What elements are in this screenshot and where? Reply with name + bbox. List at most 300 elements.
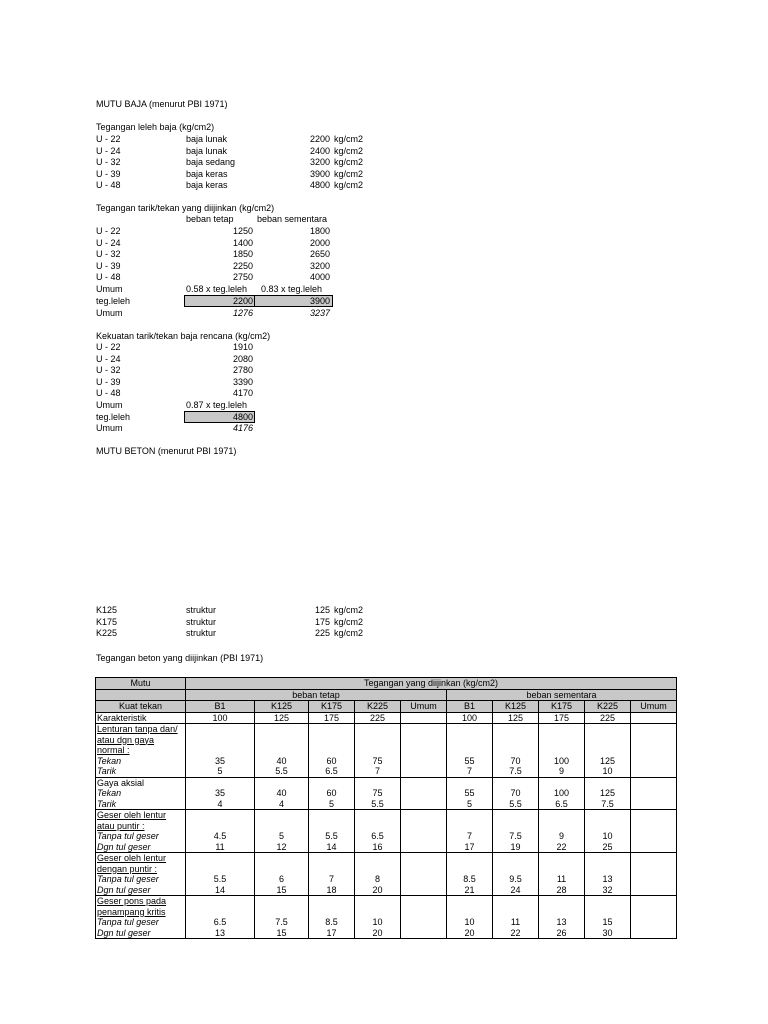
cell-value (585, 896, 631, 907)
rencana-nilai: 4170 (232, 388, 253, 398)
rencana-hasil-label: Umum (96, 423, 123, 433)
cell-value (355, 853, 401, 864)
cell-value (585, 810, 631, 821)
cell-value: 8.5 (309, 917, 355, 928)
cell-value (255, 853, 309, 864)
cell-value (493, 810, 539, 821)
kelas-nilai: 225 (314, 628, 330, 638)
cell-value (309, 745, 355, 756)
cell-value: 7 (447, 831, 493, 842)
cell-value: 70 (493, 788, 539, 799)
cell-value: 13 (585, 874, 631, 885)
cell-value (186, 853, 255, 864)
leleh-jenis: baja lunak (186, 134, 228, 144)
baja-title: MUTU BAJA (menurut PBI 1971) (96, 99, 228, 109)
cell-value (631, 864, 677, 875)
cell-value (401, 766, 447, 777)
header-col: B1 (447, 701, 493, 713)
cell-value (255, 735, 309, 746)
leleh-unit: kg/cm2 (334, 134, 364, 144)
cell-value (309, 896, 355, 907)
group-title: atau puntir : (96, 821, 186, 832)
cell-value: 4 (255, 799, 309, 810)
cell-value (539, 777, 585, 788)
leleh-nilai: 2200 (309, 134, 330, 144)
cell-value: 32 (585, 885, 631, 896)
izin-hasil-sementara: 3237 (309, 308, 330, 318)
cell-value (539, 735, 585, 746)
cell-value (309, 735, 355, 746)
cell-value (186, 777, 255, 788)
izin-hasil-tetap: 1276 (232, 308, 253, 318)
header-col: K125 (255, 701, 309, 713)
cell-value (539, 853, 585, 864)
header-beban-sementara: beban sementara (447, 689, 677, 701)
cell-value (493, 724, 539, 735)
rencana-nilai: 2780 (232, 365, 253, 375)
cell-value (255, 777, 309, 788)
izin-sementara: 4000 (309, 272, 330, 282)
cell-value (631, 907, 677, 918)
cell-value: 100 (186, 712, 255, 724)
rencana-umum-label: Umum (96, 400, 123, 410)
cell-value (631, 724, 677, 735)
cell-value (447, 821, 493, 832)
cell-value (355, 745, 401, 756)
rencana-mutu: U - 24 (96, 353, 121, 364)
izin-col-tetap: beban tetap (186, 214, 234, 224)
cell-value (355, 735, 401, 746)
group-title: Gaya aksial (96, 777, 186, 788)
cell-value (186, 810, 255, 821)
cell-value: 10 (447, 917, 493, 928)
header-col: K225 (355, 701, 401, 713)
cell-value: 10 (585, 766, 631, 777)
cell-value (186, 745, 255, 756)
leleh-unit: kg/cm2 (334, 180, 364, 190)
cell-value: 40 (255, 756, 309, 767)
cell-value (401, 853, 447, 864)
cell-value: 125 (585, 756, 631, 767)
cell-value: 11 (186, 842, 255, 853)
izin-tetap: 1400 (232, 237, 253, 248)
cell-value (255, 724, 309, 735)
cell-value (401, 896, 447, 907)
cell-value: 5.5 (355, 799, 401, 810)
cell-value: 125 (255, 712, 309, 724)
cell-value (539, 896, 585, 907)
cell-value (447, 896, 493, 907)
row-label: Tanpa tul geser (96, 917, 186, 928)
izin-sementara: 3200 (309, 260, 330, 271)
izin-hasil-label: Umum (96, 308, 123, 318)
leleh-mutu: U - 32 (96, 157, 121, 167)
cell-value (401, 756, 447, 767)
kelas-nilai: 125 (314, 605, 330, 615)
cell-value: 6.5 (539, 799, 585, 810)
cell-value: 40 (255, 788, 309, 799)
leleh-heading: Tegangan leleh baja (kg/cm2) (96, 122, 215, 132)
cell-value (585, 777, 631, 788)
cell-value: 20 (447, 928, 493, 939)
cell-value (186, 735, 255, 746)
cell-value (631, 745, 677, 756)
cell-value (447, 777, 493, 788)
cell-value: 18 (309, 885, 355, 896)
cell-value (355, 821, 401, 832)
cell-value: 9 (539, 766, 585, 777)
header-col: Umum (401, 701, 447, 713)
cell-value: 19 (493, 842, 539, 853)
cell-value: 6.5 (355, 831, 401, 842)
cell-value: 25 (585, 842, 631, 853)
cell-value (585, 864, 631, 875)
cell-value (401, 874, 447, 885)
cell-value: 26 (539, 928, 585, 939)
cell-value (255, 810, 309, 821)
cell-value (186, 864, 255, 875)
kelas-jenis: struktur (186, 616, 217, 627)
cell-value (401, 864, 447, 875)
cell-value (493, 745, 539, 756)
cell-value: 55 (447, 788, 493, 799)
cell-value (493, 735, 539, 746)
cell-value (585, 907, 631, 918)
cell-value (447, 853, 493, 864)
cell-value (585, 821, 631, 832)
rencana-tegleleh-nilai: 4800 (232, 412, 253, 422)
cell-value (255, 745, 309, 756)
group-title: Geser pons pada (96, 896, 186, 907)
cell-value: 15 (255, 928, 309, 939)
cell-value (401, 799, 447, 810)
cell-value: 8 (355, 874, 401, 885)
header-col: K175 (539, 701, 585, 713)
cell-value (401, 810, 447, 821)
cell-value (631, 874, 677, 885)
cell-value (255, 896, 309, 907)
izin-mutu: U - 32 (96, 249, 121, 259)
cell-value (401, 821, 447, 832)
cell-value (401, 788, 447, 799)
cell-value (631, 712, 677, 724)
cell-value (447, 810, 493, 821)
cell-value: 20 (355, 928, 401, 939)
kelas-nilai: 175 (314, 616, 330, 627)
cell-value (255, 864, 309, 875)
cell-value: 60 (309, 788, 355, 799)
row-label: Tarik (96, 799, 186, 810)
leleh-unit: kg/cm2 (334, 168, 364, 179)
cell-value: 35 (186, 788, 255, 799)
cell-value: 5.5 (493, 799, 539, 810)
cell-value (493, 777, 539, 788)
cell-value (401, 928, 447, 939)
cell-value (309, 853, 355, 864)
row-label: Tarik (96, 766, 186, 777)
kelas-mutu: K225 (96, 628, 118, 638)
cell-value (631, 735, 677, 746)
cell-value (447, 864, 493, 875)
cell-value: 6 (255, 874, 309, 885)
rencana-mutu: U - 22 (96, 342, 121, 352)
cell-value (309, 777, 355, 788)
header-col: K225 (585, 701, 631, 713)
cell-value (401, 885, 447, 896)
cell-value (186, 907, 255, 918)
cell-value (539, 864, 585, 875)
cell-value (631, 842, 677, 853)
cell-value: 4.5 (186, 831, 255, 842)
cell-value: 11 (493, 917, 539, 928)
rencana-nilai: 1910 (232, 342, 253, 352)
rencana-heading: Kekuatan tarik/tekan baja rencana (kg/cm2) (96, 331, 271, 341)
cell-value: 7 (447, 766, 493, 777)
cell-value (631, 777, 677, 788)
cell-value (585, 735, 631, 746)
cell-value: 12 (255, 842, 309, 853)
cell-value: 175 (539, 712, 585, 724)
cell-value: 13 (539, 917, 585, 928)
row-label: Tanpa tul geser (96, 831, 186, 842)
cell-value: 5 (186, 766, 255, 777)
header-beban-tetap: beban tetap (186, 689, 447, 701)
leleh-mutu: U - 24 (96, 145, 121, 156)
cell-value: 14 (186, 885, 255, 896)
cell-value (631, 896, 677, 907)
kelas-jenis: struktur (186, 628, 217, 638)
rencana-mutu: U - 39 (96, 376, 121, 387)
cell-value: 13 (186, 928, 255, 939)
cell-value: 5 (447, 799, 493, 810)
rencana-umum-rumus: 0.87 x teg.leleh (186, 400, 248, 410)
cell-value: 10 (355, 917, 401, 928)
leleh-unit: kg/cm2 (334, 157, 364, 167)
header-blank (96, 689, 186, 701)
izin-sementara: 2650 (309, 249, 330, 259)
beton-title: MUTU BETON (menurut PBI 1971) (96, 446, 237, 456)
cell-value (309, 821, 355, 832)
cell-value: 9 (539, 831, 585, 842)
cell-value: 5.5 (309, 831, 355, 842)
cell-value: 75 (355, 756, 401, 767)
cell-value: 5.5 (186, 874, 255, 885)
izin-tetap: 1850 (232, 249, 253, 259)
cell-value (539, 745, 585, 756)
cell-value: 175 (309, 712, 355, 724)
cell-value: 5 (309, 799, 355, 810)
cell-value: 17 (309, 928, 355, 939)
cell-value: 28 (539, 885, 585, 896)
kelas-mutu: K175 (96, 616, 118, 627)
izin-tegleleh-tetap: 2200 (232, 296, 253, 306)
cell-value: 225 (585, 712, 631, 724)
izin-tegleleh-label: teg.leleh (96, 296, 131, 306)
row-label: Karakteristik (96, 712, 186, 724)
cell-value: 100 (447, 712, 493, 724)
cell-value (186, 896, 255, 907)
cell-value (401, 712, 447, 724)
cell-value: 14 (309, 842, 355, 853)
cell-value (401, 777, 447, 788)
cell-value (355, 864, 401, 875)
izin-sementara: 2000 (309, 237, 330, 248)
cell-value: 35 (186, 756, 255, 767)
cell-value: 70 (493, 756, 539, 767)
cell-value: 5 (255, 831, 309, 842)
leleh-jenis: baja sedang (186, 157, 236, 167)
row-label: Tekan (96, 788, 186, 799)
izin-tegleleh-sementara: 3900 (309, 296, 330, 306)
cell-value: 5.5 (255, 766, 309, 777)
leleh-mutu: U - 22 (96, 134, 121, 144)
cell-value: 17 (447, 842, 493, 853)
cell-value (355, 896, 401, 907)
cell-value (631, 885, 677, 896)
izin-umum-tetap: 0.58 x teg.leleh (186, 284, 248, 294)
rencana-nilai: 2080 (232, 353, 253, 364)
header-col: B1 (186, 701, 255, 713)
cell-value: 30 (585, 928, 631, 939)
cell-value (493, 907, 539, 918)
cell-value (401, 831, 447, 842)
cell-value (631, 821, 677, 832)
cell-value: 125 (585, 788, 631, 799)
kelas-unit: kg/cm2 (334, 628, 364, 638)
header-col: Umum (631, 701, 677, 713)
cell-value (309, 907, 355, 918)
leleh-nilai: 2400 (309, 145, 330, 156)
beton-izin-heading: Tegangan beton yang diijinkan (PBI 1971) (96, 653, 264, 663)
cell-value (493, 853, 539, 864)
leleh-jenis: baja keras (186, 180, 228, 190)
cell-value: 55 (447, 756, 493, 767)
cell-value (401, 724, 447, 735)
cell-value (401, 842, 447, 853)
cell-value (631, 788, 677, 799)
izin-tetap: 1250 (232, 226, 253, 236)
beton-izin-table (95, 677, 677, 939)
leleh-jenis: baja keras (186, 168, 228, 179)
cell-value (493, 864, 539, 875)
cell-value: 16 (355, 842, 401, 853)
cell-value (631, 799, 677, 810)
group-title: atau dgn gaya (96, 735, 186, 746)
cell-value: 15 (255, 885, 309, 896)
cell-value (355, 810, 401, 821)
cell-value (401, 735, 447, 746)
row-label: Dgn tul geser (96, 885, 186, 896)
cell-value (585, 724, 631, 735)
cell-value (355, 777, 401, 788)
cell-value (447, 724, 493, 735)
cell-value: 7.5 (493, 831, 539, 842)
cell-value (309, 810, 355, 821)
cell-value: 24 (493, 885, 539, 896)
leleh-nilai: 3200 (309, 157, 330, 167)
rencana-mutu: U - 32 (96, 365, 121, 375)
cell-value (631, 766, 677, 777)
izin-sementara: 1800 (309, 226, 330, 236)
cell-value: 6.5 (309, 766, 355, 777)
row-label: Dgn tul geser (96, 928, 186, 939)
cell-value: 22 (539, 842, 585, 853)
cell-value (631, 831, 677, 842)
header-mutu: Mutu (96, 678, 186, 690)
group-title: Lenturan tanpa dan/ (96, 724, 186, 735)
cell-value: 75 (355, 788, 401, 799)
cell-value: 20 (355, 885, 401, 896)
cell-value (401, 907, 447, 918)
row-label: Tekan (96, 756, 186, 767)
cell-value (447, 745, 493, 756)
izin-mutu: U - 39 (96, 260, 121, 271)
group-title: dengan puntir : (96, 864, 186, 875)
cell-value (585, 745, 631, 756)
cell-value: 22 (493, 928, 539, 939)
cell-value (631, 928, 677, 939)
kelas-mutu: K125 (96, 605, 118, 615)
cell-value (539, 810, 585, 821)
cell-value: 9.5 (493, 874, 539, 885)
leleh-nilai: 3900 (309, 168, 330, 179)
cell-value (539, 724, 585, 735)
cell-value (401, 745, 447, 756)
group-title: Geser oleh lentur (96, 810, 186, 821)
izin-tetap: 2750 (232, 272, 253, 282)
cell-value (355, 907, 401, 918)
cell-value (585, 853, 631, 864)
cell-value: 60 (309, 756, 355, 767)
cell-value: 125 (493, 712, 539, 724)
cell-value (631, 756, 677, 767)
cell-value (186, 821, 255, 832)
header-tegangan: Tegangan yang diijinkan (kg/cm2) (186, 678, 677, 690)
kelas-jenis: struktur (186, 605, 217, 615)
cell-value (355, 724, 401, 735)
cell-value (309, 724, 355, 735)
cell-value: 225 (355, 712, 401, 724)
row-label: Tanpa tul geser (96, 874, 186, 885)
cell-value: 7 (355, 766, 401, 777)
izin-umum-label: Umum (96, 284, 123, 294)
kelas-unit: kg/cm2 (334, 616, 364, 627)
cell-value: 6.5 (186, 917, 255, 928)
header-col: K125 (493, 701, 539, 713)
izin-umum-sementara: 0.83 x teg.leleh (261, 284, 323, 294)
cell-value (539, 821, 585, 832)
cell-value (631, 810, 677, 821)
izin-mutu: U - 22 (96, 226, 121, 236)
cell-value: 7.5 (255, 917, 309, 928)
group-title: normal : (96, 745, 186, 756)
cell-value (309, 864, 355, 875)
cell-value: 7.5 (585, 799, 631, 810)
cell-value (186, 724, 255, 735)
izin-col-sementara: beban sementara (257, 214, 328, 224)
cell-value: 100 (539, 788, 585, 799)
header-kuat-tekan: Kuat tekan (96, 701, 186, 713)
rencana-hasil-nilai: 4176 (232, 423, 253, 433)
cell-value: 100 (539, 756, 585, 767)
cell-value (255, 821, 309, 832)
leleh-nilai: 4800 (309, 180, 330, 190)
izin-heading: Tegangan tarik/tekan yang diijinkan (kg/cm2) (96, 203, 275, 213)
cell-value: 11 (539, 874, 585, 885)
cell-value: 21 (447, 885, 493, 896)
izin-tetap: 2250 (232, 260, 253, 271)
cell-value (447, 735, 493, 746)
